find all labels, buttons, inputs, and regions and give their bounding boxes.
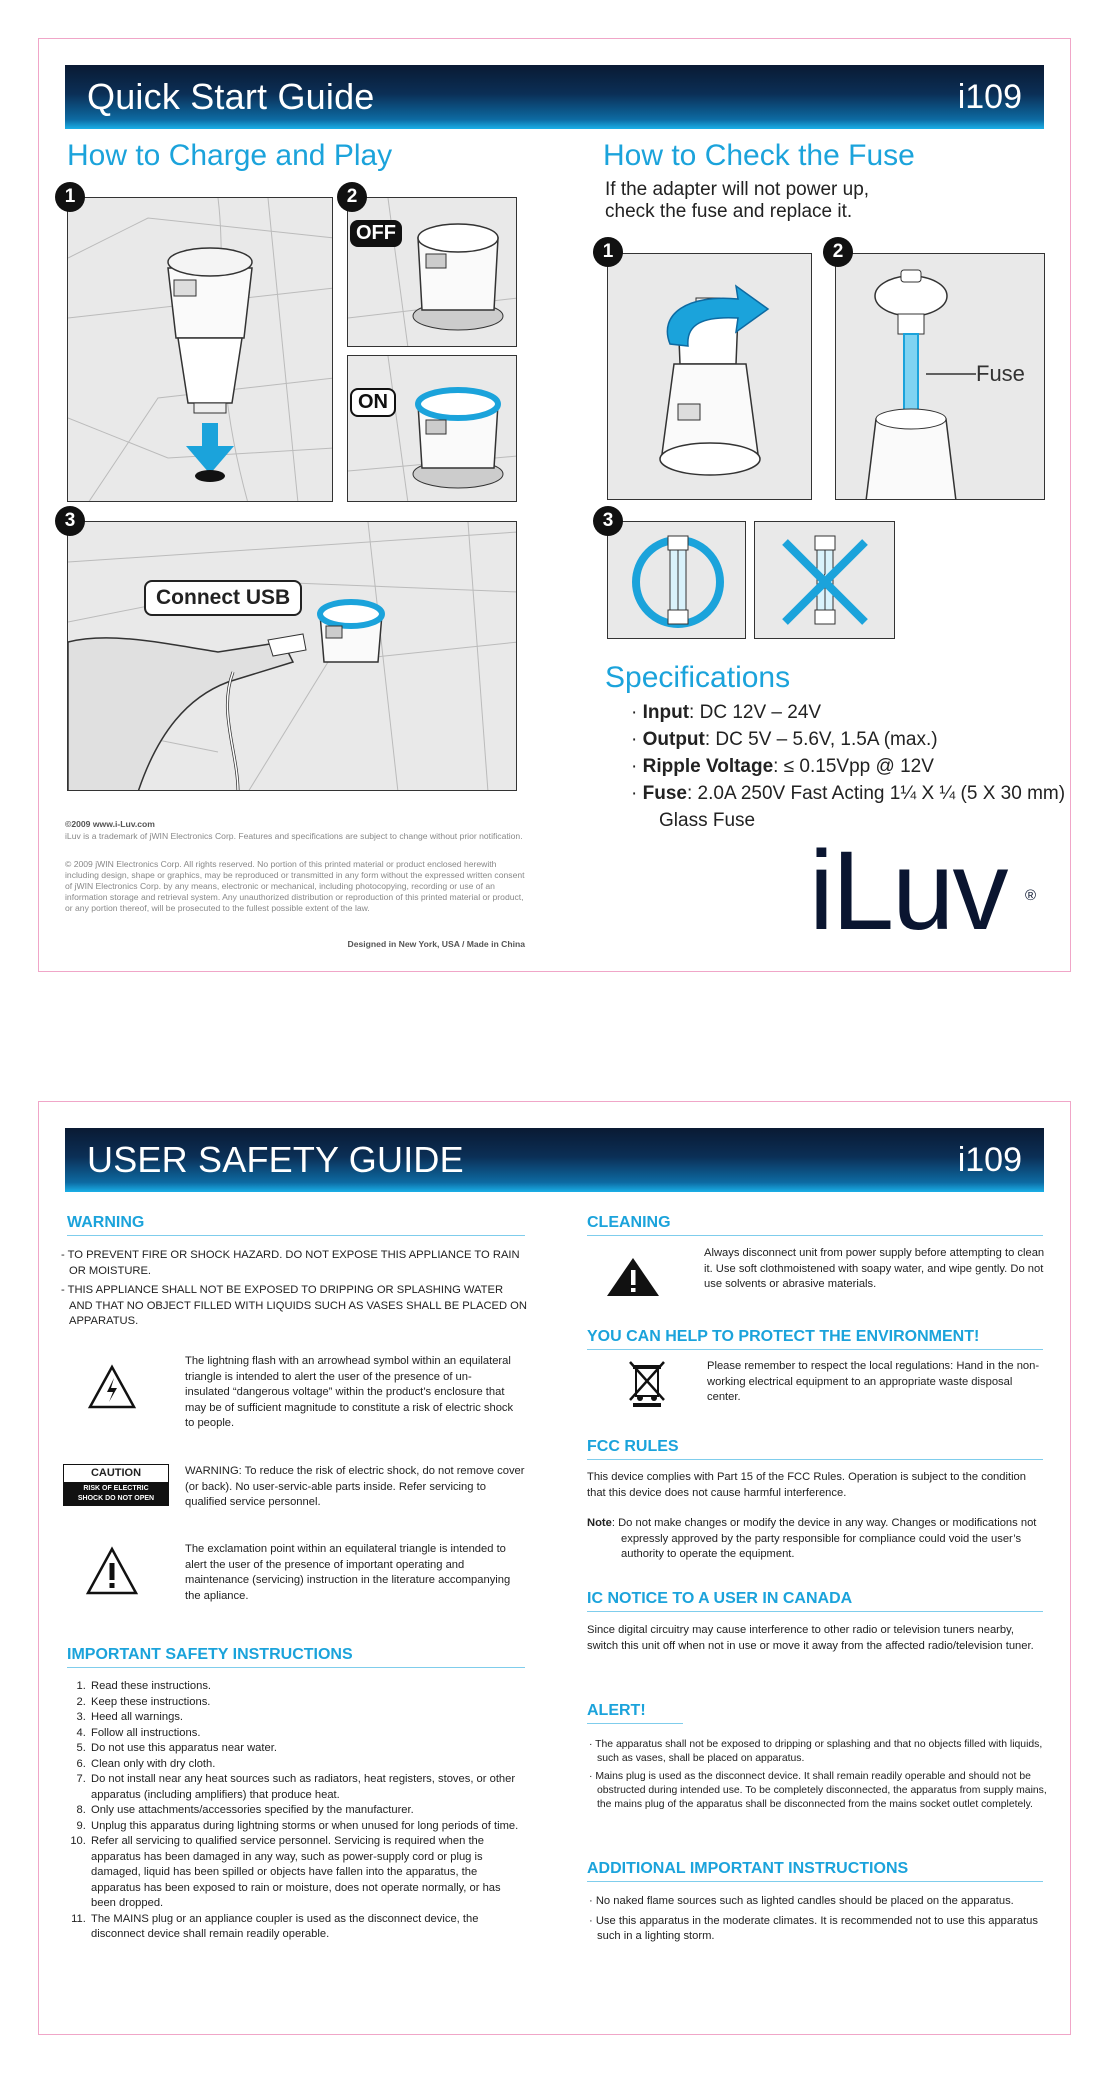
connect-usb-illustration: [68, 522, 517, 791]
fuse-good-image: [607, 521, 746, 639]
spec-output-value: : DC 5V – 5.6V, 1.5A (max.): [704, 729, 938, 750]
environment-heading: YOU CAN HELP TO PROTECT THE ENVIRONMENT!: [587, 1328, 1043, 1350]
fuse-label: Fuse: [976, 361, 1025, 386]
spec-fuse: · Fuse: 2.0A 250V Fast Acting 1¼ X ¼ (5 X 30 mm): [631, 783, 1066, 804]
fuse-step-2-number: 2: [823, 237, 853, 267]
fuse-step-3-number: 3: [593, 506, 623, 536]
quick-start-banner: [65, 65, 1044, 129]
legal-designed: Designed in New York, USA / Made in China: [347, 939, 525, 949]
additional-heading: ADDITIONAL IMPORTANT INSTRUCTIONS: [587, 1860, 1043, 1882]
additional-item: · Use this apparatus in the moderate climates. It is recommended not to use this apparatus such in a lighting storm.: [589, 1914, 1038, 1942]
charge-heading: How to Charge and Play: [67, 139, 393, 172]
instruction-item: 4. Follow all instructions.: [89, 1726, 525, 1742]
blown-fuse-illustration: [755, 522, 895, 639]
warning-list: [59, 1248, 529, 1334]
off-label: OFF: [350, 220, 402, 247]
lightning-text: The lightning flash with an arrowhead symbol within an equilateral triangle is intended to alert the user of the presence of un-insulated “dangerous voltage” within the product’s enclosure that may be of sufficient magnitude to constitute a risk of electric shock to people.: [185, 1355, 514, 1429]
fuse-heading: How to Check the Fuse: [603, 139, 915, 172]
spec-input-label: Input: [642, 702, 690, 723]
safety-banner: [65, 1128, 1044, 1192]
registered-mark: ®: [1025, 887, 1037, 904]
spec-ripple: · Ripple Voltage: ≤ 0.15Vpp @ 12V: [631, 756, 934, 777]
fcc-note-label: Note: [587, 1517, 612, 1529]
spec-fuse-label: Fuse: [642, 783, 687, 804]
instruction-item: 10. Refer all servicing to qualified service personnel. Servicing is required when the apparatus has been damaged in any way, such as power-supply cord or plug is damaged, liquid has been spilled or objects have fallen into the apparatus, the apparatus has been exposed to rain or moisture, does not operate normally, or has been dropped.: [89, 1834, 525, 1912]
spec-ripple-label: Ripple Voltage: [642, 756, 774, 777]
connect-usb-label: Connect USB: [144, 580, 302, 616]
charge-step-1-image: [67, 197, 333, 502]
twist-open-adapter-illustration: [608, 254, 812, 500]
warning-item: - TO PREVENT FIRE OR SHOCK HAZARD. DO NOT EXPOSE THIS APPLIANCE TO RAIN OR MOISTURE.: [61, 1249, 520, 1277]
fcc-note-text: : Do not make changes or modify the device in any way. Changes or modifications not expressly approved by the party responsible for compliance could void the user’s authority to operate the equipment.: [611, 1517, 1037, 1560]
charge-step-2-number: 2: [337, 182, 367, 212]
banner-model: i109: [957, 1140, 1022, 1179]
adapter-on-illustration: [348, 356, 517, 502]
alert-list: [587, 1738, 1049, 1816]
banner-title: USER SAFETY GUIDE: [87, 1139, 464, 1180]
warning-item: - THIS APPLIANCE SHALL NOT BE EXPOSED TO DRIPPING OR SPLASHING WATER AND THAT NO OBJECT FILLED WITH LIQUIDS SUCH AS VASES SHALL BE PLACED ON APPARATUS.: [61, 1284, 527, 1327]
caution-text: WARNING: To reduce the risk of electric shock, do not remove cover (or back). No user-servic-able parts inside. Refer servicing to qualified service personnel.: [185, 1465, 525, 1508]
instruction-item: 7. Do not install near any heat sources such as radiators, heat registers, stoves, or other apparatus (including amplifiers) that produce heat.: [89, 1772, 525, 1803]
charge-step-3-image: [67, 521, 517, 791]
exclamation-text: The exclamation point within an equilateral triangle is intended to alert the user of the presence of important operating and maintenance (servicing) instruction in the literature accompanying the apliance.: [185, 1543, 511, 1602]
canada-text: Since digital circuitry may cause interference to other radio or television tuners nearby, switch this unit off when not in use or move it away from the affected radio/television tuner.: [587, 1624, 1034, 1652]
cleaning-text: Always disconnect unit from power supply before attempting to clean it. Use soft clothmoistened with soapy water, and wipe gently. Do not use solvents or abrasive materials.: [704, 1247, 1045, 1290]
safety-guide-page: [38, 1101, 1071, 2035]
warning-triangle-icon: [605, 1256, 661, 1298]
quick-start-page: [38, 38, 1071, 972]
fcc-heading: FCC RULES: [587, 1438, 1043, 1460]
recycle-bin-crossed-icon: [627, 1358, 667, 1408]
spec-output: · Output: DC 5V – 5.6V, 1.5A (max.): [631, 729, 938, 750]
specifications-heading: Specifications: [605, 661, 791, 694]
safety-instructions-heading: IMPORTANT SAFETY INSTRUCTIONS: [67, 1646, 525, 1668]
instruction-item: 2. Keep these instructions.: [89, 1695, 525, 1711]
fuse-subtitle-line-1: If the adapter will not power up,: [605, 179, 870, 200]
cleaning-heading: CLEANING: [587, 1214, 1043, 1236]
fcc-note: [587, 1516, 1047, 1563]
fuse-step-1-number: 1: [593, 237, 623, 267]
spec-input: · Input: DC 12V – 24V: [631, 702, 822, 723]
fcc-text: This device complies with Part 15 of the FCC Rules. Operation is subject to the condition that this device does not cause harmful interference.: [587, 1471, 1027, 1499]
banner-model: i109: [957, 77, 1022, 116]
spec-ripple-value: : ≤ 0.15Vpp @ 12V: [773, 756, 934, 777]
instruction-item: 8. Only use attachments/accessories specified by the manufacturer.: [89, 1803, 525, 1819]
iluv-logo: iLuv: [809, 828, 1007, 953]
alert-item: · Mains plug is used as the disconnect device. It shall remain readily operable and should not be obstructed during intended use. To be completely disconnected, the apparatus from supply mains, the mains plug of the apparatus shall be disconnected from the mains socket outlet completely.: [589, 1771, 1047, 1810]
legal-copyright: ©2009 www.i-Luv.com: [65, 819, 155, 829]
fuse-bad-image: [754, 521, 895, 639]
alert-item: · The apparatus shall not be exposed to dripping or splashing and that no objects filled with liquids, such as vases, shall be placed on apparatus.: [589, 1739, 1043, 1764]
legal-rights: © 2009 jWIN Electronics Corp. All rights reserved. No portion of this printed material or product enclosed herewith including design, shape or graphics, may be reproduced or transmitted in any form without the expressed written consent of jWIN Electronics Corp. by any means, electronic or mechanical, including photocopying, recording or use of an information storage and retrieval system. Any unauthorized distribution or reproduction of this printed material or product, or any portion thereof, will be prosecuted to the fullest possible extent of the law.: [65, 859, 525, 913]
additional-list: [587, 1894, 1049, 1949]
instruction-item: 3. Heed all warnings.: [89, 1710, 525, 1726]
alert-heading: ALERT!: [587, 1702, 683, 1724]
environment-text: Please remember to respect the local regulations: Hand in the non-working electrical equipment to an appropriate waste disposal center.: [707, 1360, 1040, 1403]
instruction-item: 6. Clean only with dry cloth.: [89, 1757, 525, 1773]
spec-output-label: Output: [642, 729, 705, 750]
exclamation-triangle-icon: [85, 1546, 139, 1596]
good-fuse-illustration: [608, 522, 746, 639]
instruction-item: 1. Read these instructions.: [89, 1679, 525, 1695]
charge-step-3-number: 3: [55, 506, 85, 536]
charge-step-2-off-image: [347, 197, 517, 347]
safety-instructions-list: [65, 1679, 525, 1943]
caution-subtitle: RISK OF ELECTRIC SHOCK DO NOT OPEN: [64, 1482, 168, 1505]
car-adapter-plug-illustration: [68, 198, 333, 502]
legal-trademark: iLuv is a trademark of jWIN Electronics Corp. Features and specifications are subject to change without prior notification.: [65, 831, 523, 841]
charge-step-1-number: 1: [55, 182, 85, 212]
warning-heading: WARNING: [67, 1214, 525, 1236]
spec-fuse-continued: Glass Fuse: [659, 810, 756, 831]
spec-input-value: : DC 12V – 24V: [689, 702, 822, 723]
fuse-subtitle-line-2: check the fuse and replace it.: [605, 201, 853, 222]
spec-fuse-value: : 2.0A 250V Fast Acting 1¼ X ¼ (5 X 30 mm): [686, 783, 1066, 804]
instruction-item: 11. The MAINS plug or an appliance coupler is used as the disconnect device, the disconnect device shall remain readily operable.: [89, 1912, 525, 1943]
caution-title: CAUTION: [64, 1465, 168, 1482]
fuse-step-1-image: [607, 253, 812, 500]
canada-heading: IC NOTICE TO A USER IN CANADA: [587, 1590, 1043, 1612]
instruction-item: 9. Unplug this apparatus during lightning storms or when unused for long periods of time.: [89, 1819, 525, 1835]
charge-step-2-on-image: [347, 355, 517, 502]
on-label: ON: [350, 388, 396, 417]
caution-label-box: [63, 1464, 169, 1506]
lightning-triangle-icon: [87, 1364, 137, 1410]
additional-item: · No naked flame sources such as lighted candles should be placed on the apparatus.: [589, 1895, 1014, 1907]
banner-title: Quick Start Guide: [87, 76, 375, 117]
instruction-item: 5. Do not use this apparatus near water.: [89, 1741, 525, 1757]
fuse-step-2-image: [835, 253, 1045, 500]
